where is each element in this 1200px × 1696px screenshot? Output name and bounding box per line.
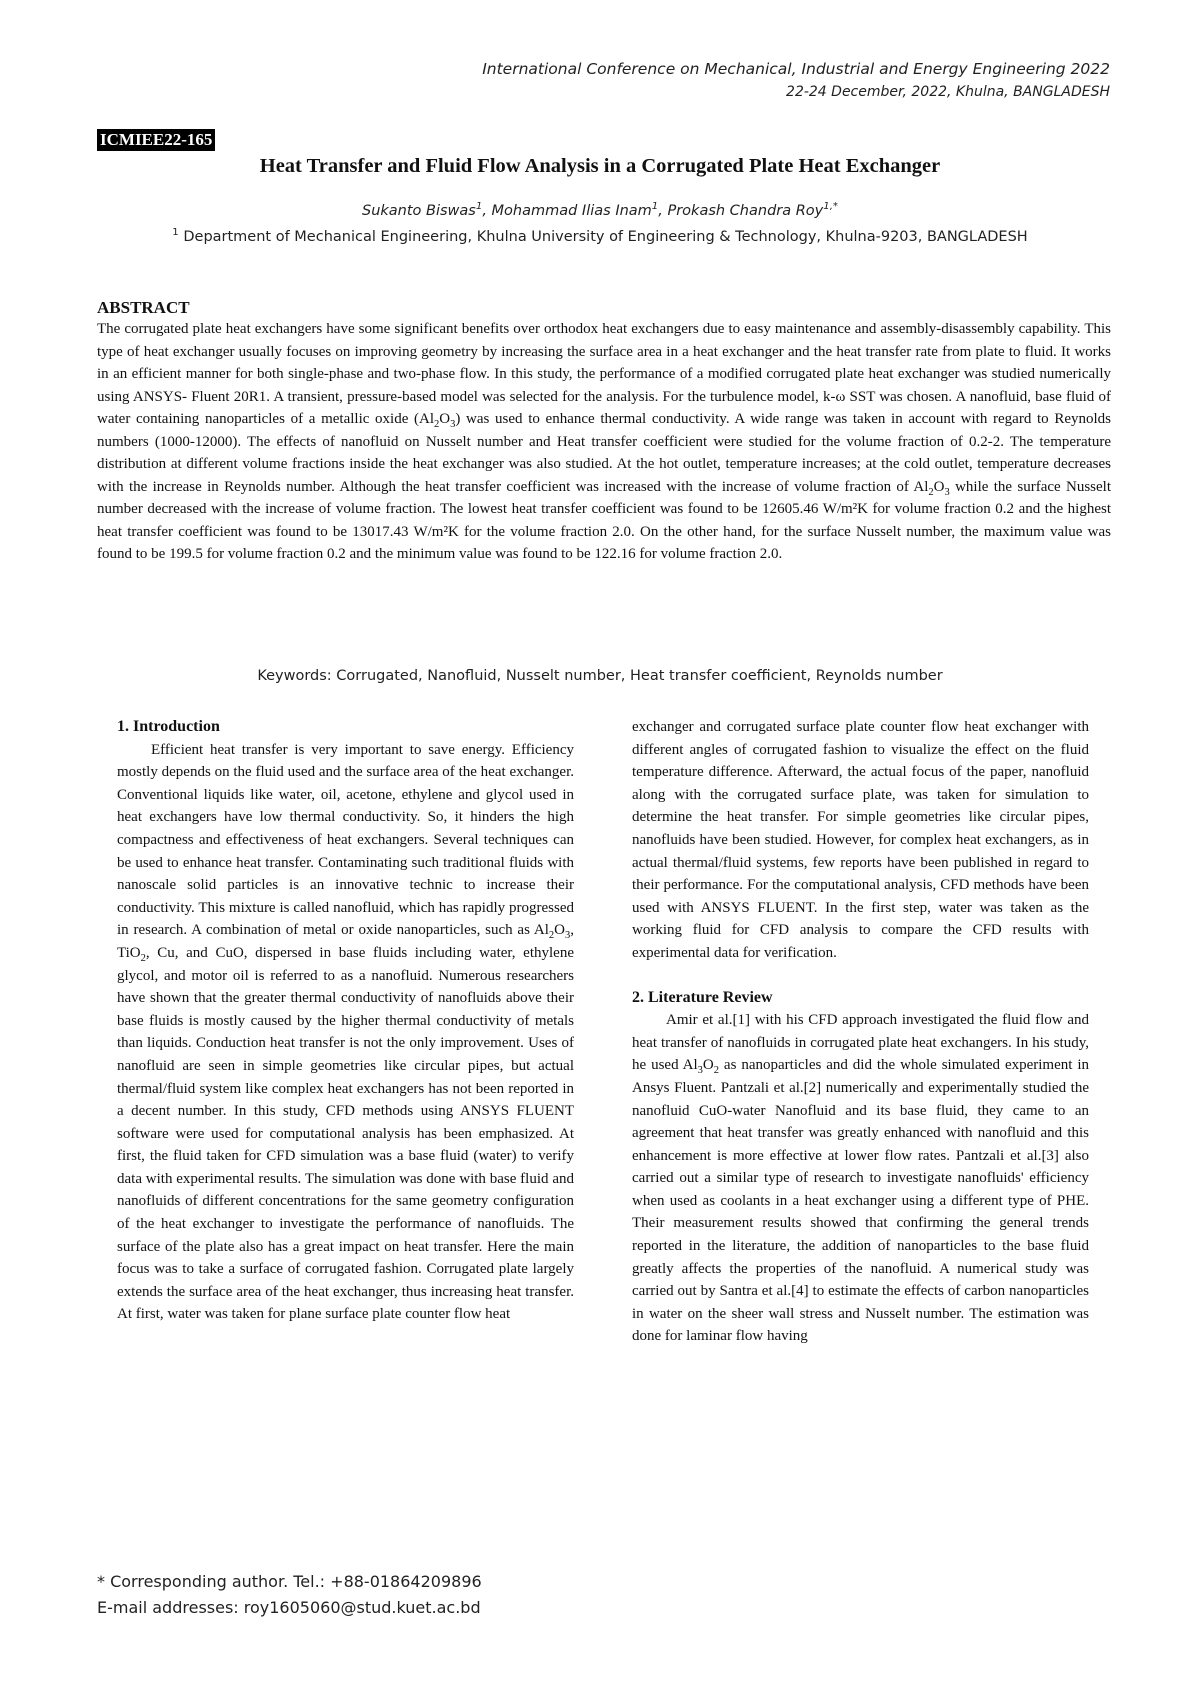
- column-right: [632, 716, 1089, 1348]
- subscript: 2: [548, 930, 555, 942]
- subscript: 2: [140, 952, 146, 964]
- conference-name: International Conference on Mechanical, Industrial and Energy Engineering 2022: [482, 60, 1110, 78]
- abstract-text: while the surface Nusselt number decreased with the increase of volume fraction. The lowest heat transfer coefficient was found to be 12605.46 W/m²K for volume fraction 0.2 and the highest heat transfer coefficient was found to be 13017.43 W/m²K for the volume fraction 2.0. On the other hand, for the surface Nusselt number, the maximum value was found to be 199.5 for volume fraction 0.2 and the minimum value was found to be 122.16 for volume fraction 2.0.: [97, 478, 1112, 562]
- subscript: 2: [713, 1065, 720, 1077]
- abstract-text: O: [439, 411, 451, 427]
- author-name: Mohammad Ilias Inam: [491, 203, 652, 219]
- body-text: Efficient heat transfer is very important to save energy. Efficiency mostly depends on the fluid used and the surface area of the heat exchanger. Conventional liquids like water, oil, acetone, ethylene and glycol used in heat exchangers have low thermal conductivity. So, it hinders the high compactness and effectiveness of heat exchangers. Several techniques can be used to enhance heat transfer. Contaminating such traditional fluids with nanoscale solid particles is an innovative technic to increase their conductivity. This mixture is called nanofluid, which has rapidly progressed in research. A combination of metal or oxide nanoparticles, such as Al: [117, 741, 574, 939]
- paper-title: Heat Transfer and Fluid Flow Analysis in a Corrugated Plate Heat Exchanger: [259, 155, 941, 177]
- section-heading-introduction: 1. Introduction: [117, 718, 220, 735]
- affiliation: [0, 229, 1200, 245]
- subscript: 3: [565, 930, 571, 942]
- author-affil-mark: 1: [475, 201, 483, 213]
- body-text: O: [702, 1057, 714, 1074]
- keywords: Keywords: Corrugated, Nanofluid, Nusselt number, Heat transfer coefficient, Reynolds number: [257, 668, 943, 684]
- footnote: [97, 1569, 482, 1621]
- author-list: Sukanto Biswas$^1$, Mohammad Ilias Inam$^1$, Prokash Chandra Roy$^{1,*}$: [361, 201, 838, 219]
- author-affil-mark: 1,*: [823, 201, 838, 213]
- affiliation-mark: 1: [172, 227, 179, 239]
- abstract-text: O: [933, 478, 945, 495]
- body-text: O: [554, 922, 565, 939]
- abstract-text: The corrugated plate heat exchangers have some significant benefits over orthodox heat exchangers due to easy maintenance and assembly-disassembly capability. This type of heat exchanger usually focuses on improving geometry by increasing the surface area in a heat exchanger and the heat transfer rate from plate to fluid. It works in an efficient manner for both single-phase and two-phase flow. In this study, the performance of a modified corrugated plate heat exchanger was studied numerically using ANSYS- Fluent 20R1. A transient, pressure-based model was selected for the analysis. For the turbulence model, k-ω SST was chosen. A nanofluid, base fluid of water containing nanoparticles of a metallic oxide (Al: [97, 321, 1111, 427]
- corresponding-author: * Corresponding author. Tel.: +88-01864209896: [97, 1572, 482, 1591]
- abstract-text: ) was used to enhance thermal conductivity. A wide range was taken in account with regard to Reynolds numbers (1000-12000). The effects of nanofluid on Nusselt number and Heat transfer coefficient were studied for the volume fraction of 0.2-2. The temperature distribution at different volume fractions inside the heat exchanger was also studied. At the hot outlet, temperature increases; at the cold outlet, temperature decreases with the increase in Reynolds number. Although the heat transfer coefficient was increased with the increase of volume fraction of Al: [97, 411, 1111, 495]
- author-name: Sukanto Biswas: [361, 203, 476, 219]
- email-address: E-mail addresses: roy1605060@stud.kuet.ac.bd: [97, 1598, 481, 1617]
- section-heading-literature-review: 2. Literature Review: [632, 988, 773, 1006]
- conference-dates: 22-24 December, 2022, Khulna, BANGLADESH: [786, 84, 1110, 100]
- subscript: 2: [434, 419, 440, 430]
- body-text: as nanoparticles and did the whole simulated experiment in Ansys Fluent. Pantzali et al.[2] numerically and experimentally studied the nanofluid CuO-water Nanofluid and its base fluid, they came to an agreement that heat transfer was greatly enhanced with nanofluid and this enhancement is more effective at lower flow rates. Pantzali et al.[3] also carried out a similar type of research to investigate nanofluids' efficiency when used as coolants in a heat exchanger using a different type of PHE. Their measurement results showed that confirming the general trends reported in the literature, the addition of nanoparticles to the base fluid greatly affects the properties of the nanofluid. A numerical study was carried out by Santra et al.[4] to estimate the effects of carbon nanoparticles in water on the sheer wall stress and Nusselt number. The estimation was done for laminar flow having: [632, 1057, 1090, 1345]
- body-text: , Cu, and CuO, dispersed in base fluids including water, ethylene glycol, and motor oil is referred to as a nanofluid. Numerous researchers have shown that the greater thermal conductivity of nanofluids above their base fluids is mostly caused by the higher thermal conductivity of metals than liquids. Conduction heat transfer is not the only improvement. Uses of nanofluid are seen in simple geometries like circular pipes, but actual thermal/fluid system like complex heat exchangers has not been reported in a decent number. In this study, CFD methods using ANSYS FLUENT software were used for computational analysis has been emphasized. At first, the fluid taken for CFD simulation was a base fluid (water) to verify data with experimental results. The simulation was done with base fluid and nanofluids of different concentrations for the same geometry configuration of the heat exchanger to investigate the performance of nanofluids. The surface of the plate also has a great impact on heat transfer. Here the main focus was to take a surface of corrugated fashion. Corrugated plate largely extends the surface area of the heat exchanger, thus increasing heat transfer. At first, water was taken for plane surface plate counter flow heat: [117, 944, 574, 1323]
- paper-id-badge: ICMIEE22-165: [97, 129, 215, 151]
- subscript: 3: [450, 419, 456, 430]
- affiliation-text: Department of Mechanical Engineering, Khulna University of Engineering & Technology, Khulna-9203, BANGLADESH: [183, 229, 1028, 245]
- intro-paragraph-continued: exchanger and corrugated surface plate counter flow heat exchanger with different angles of corrugated fashion to visualize the effect on the fluid temperature difference. Afterward, the actual focus of the paper, nanofluid along with the corrugated surface plate, was taken for simulation to determine the heat transfer. For simple geometries like circular pipes, nanofluids have been studied. However, for complex heat exchangers, as in actual thermal/fluid systems, few reports have been published in regard to their performance. For the computational analysis, CFD methods have been used with ANSYS FLUENT. In the first step, water was taken as the working fluid for CFD analysis to compare the CFD results with experimental data for verification.: [632, 719, 1089, 961]
- subscript: 3: [697, 1065, 703, 1077]
- author-name: Prokash Chandra Roy: [667, 203, 824, 219]
- body-text: , TiO: [117, 922, 574, 961]
- abstract-body: [97, 318, 1111, 566]
- author-affil-mark: 1: [651, 201, 659, 213]
- column-left: [117, 716, 574, 1326]
- conference-header: [482, 58, 1110, 104]
- subscript: 2: [928, 486, 934, 498]
- literature-paragraph: [632, 1009, 1089, 1348]
- intro-paragraph: [117, 739, 574, 1326]
- section-gap: [632, 965, 1089, 987]
- abstract-heading: ABSTRACT: [97, 298, 190, 317]
- subscript: 3: [944, 486, 950, 498]
- body-text: Amir et al.[1] with his CFD approach investigated the fluid flow and heat transfer of nanofluids in corrugated plate heat exchangers. In his study, he used Al: [632, 1012, 1089, 1074]
